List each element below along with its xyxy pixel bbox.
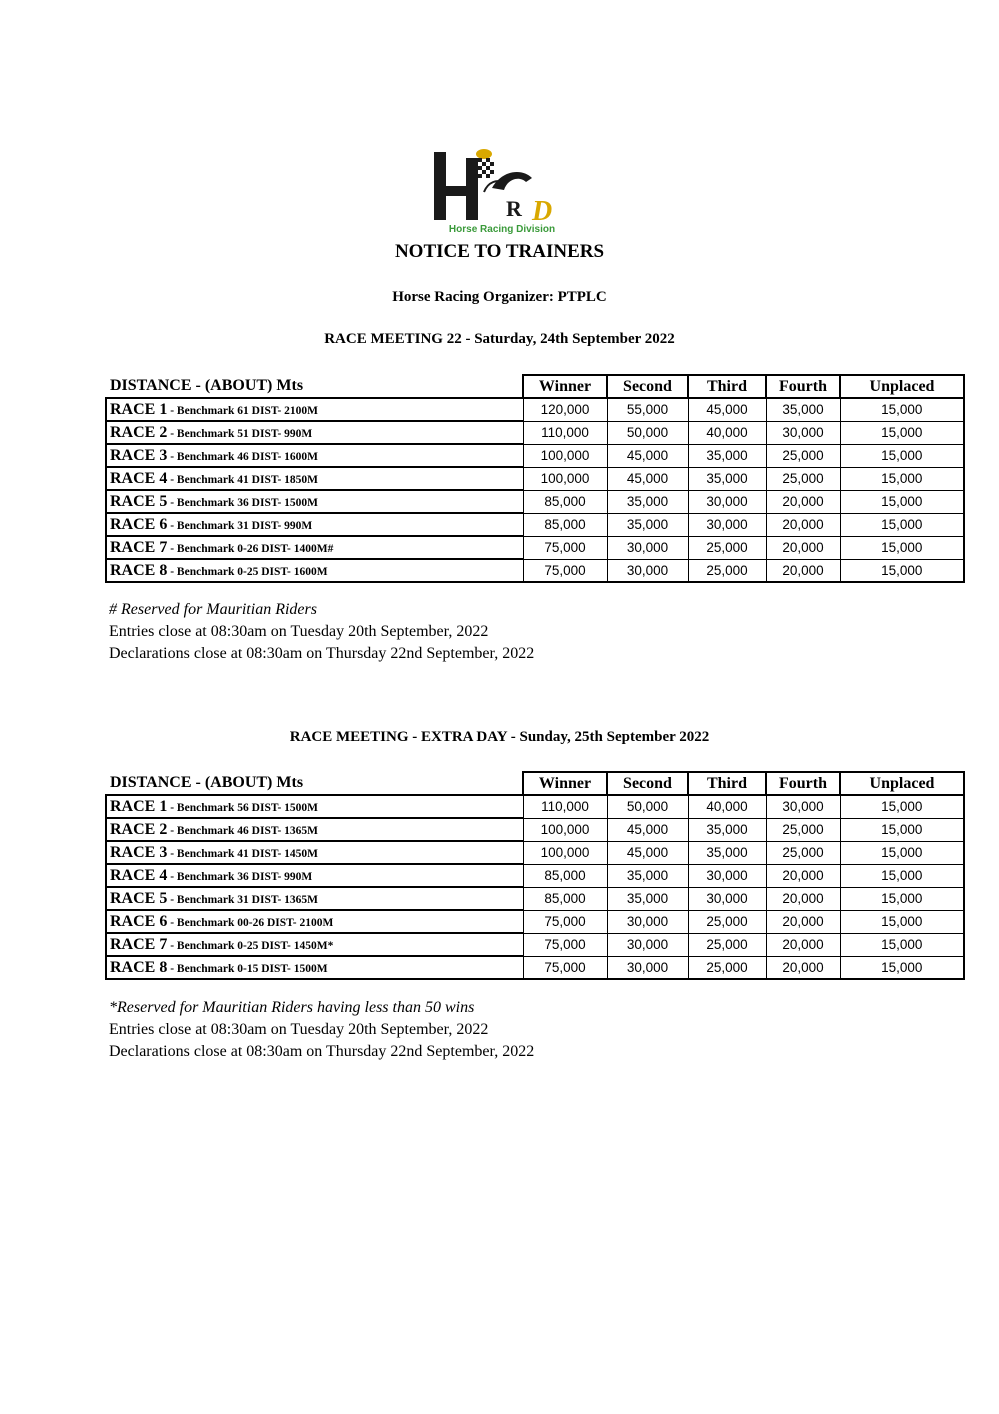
prize-cell: 75,000 — [523, 536, 607, 559]
table-row — [106, 513, 964, 536]
prize-cell: 75,000 — [523, 956, 607, 979]
prize-cell: 110,000 — [523, 795, 607, 818]
race-number: RACE 3 — [110, 446, 168, 464]
prize-cell: 120,000 — [523, 398, 607, 421]
meeting-title: RACE MEETING 22 - Saturday, 24th September 2022 — [324, 331, 675, 347]
race-cell — [106, 421, 523, 444]
table-row — [106, 421, 964, 444]
race-number: RACE 6 — [110, 515, 168, 533]
prize-cell: 15,000 — [840, 421, 964, 444]
prize-cell: 35,000 — [688, 444, 766, 467]
col-fourth: Fourth — [766, 772, 840, 795]
race-detail: - Benchmark 0-25 DIST- 1600M — [167, 565, 328, 578]
prize-cell: 45,000 — [607, 818, 688, 841]
prize-cell: 20,000 — [766, 956, 840, 979]
prize-cell: 30,000 — [607, 559, 688, 582]
meeting-notes — [109, 997, 534, 1063]
race-detail: - Benchmark 0-26 DIST- 1400M# — [167, 542, 334, 555]
prize-cell: 40,000 — [688, 795, 766, 818]
prize-cell: 35,000 — [607, 864, 688, 887]
race-number: RACE 8 — [110, 561, 168, 579]
prize-cell: 35,000 — [607, 490, 688, 513]
prize-cell: 35,000 — [607, 513, 688, 536]
prize-cell: 35,000 — [688, 841, 766, 864]
prize-cell: 20,000 — [766, 490, 840, 513]
prize-cell: 15,000 — [840, 933, 964, 956]
prize-cell: 15,000 — [840, 956, 964, 979]
col-winner: Winner — [523, 375, 607, 398]
table-row — [106, 444, 964, 467]
race-detail: - Benchmark 56 DIST- 1500M — [167, 801, 319, 814]
race-number: RACE 4 — [110, 469, 168, 487]
race-cell — [106, 864, 523, 887]
prize-cell: 15,000 — [840, 513, 964, 536]
prize-cell: 15,000 — [840, 536, 964, 559]
prize-cell: 75,000 — [523, 559, 607, 582]
prize-cell: 30,000 — [688, 887, 766, 910]
prize-cell: 15,000 — [840, 795, 964, 818]
table-row — [106, 795, 964, 818]
logo-caption: Horse Racing Division — [448, 224, 556, 235]
reserved-note: # Reserved for Mauritian Riders — [109, 601, 317, 618]
race-number: RACE 5 — [110, 889, 168, 907]
prize-cell: 20,000 — [766, 864, 840, 887]
race-number: RACE 2 — [110, 820, 168, 838]
prize-cell: 35,000 — [688, 818, 766, 841]
race-cell — [106, 559, 523, 582]
race-detail: - Benchmark 0-25 DIST- 1450M* — [167, 939, 334, 952]
svg-text:R: R — [506, 196, 522, 221]
race-detail: - Benchmark 41 DIST- 1450M — [167, 847, 319, 860]
prize-cell: 85,000 — [523, 490, 607, 513]
col-third: Third — [688, 772, 766, 795]
prize-cell: 25,000 — [766, 444, 840, 467]
prize-cell: 20,000 — [766, 513, 840, 536]
prize-cell: 85,000 — [523, 513, 607, 536]
entries-close: Entries close at 08:30am on Tuesday 20th September, 2022 — [109, 623, 489, 640]
reserved-note: *Reserved for Mauritian Riders having less than 50 wins — [109, 999, 475, 1016]
race-detail: - Benchmark 51 DIST- 990M — [167, 427, 313, 440]
race-number: RACE 6 — [110, 912, 168, 930]
prize-cell: 75,000 — [523, 933, 607, 956]
prize-cell: 100,000 — [523, 444, 607, 467]
race-detail: - Benchmark 0-15 DIST- 1500M — [167, 962, 328, 975]
distance-header: DISTANCE - (ABOUT) Mts — [110, 774, 304, 791]
race-detail: - Benchmark 46 DIST- 1600M — [167, 450, 319, 463]
race-number: RACE 7 — [110, 538, 168, 556]
table-row — [106, 956, 964, 979]
col-second: Second — [607, 375, 688, 398]
prize-cell: 45,000 — [688, 398, 766, 421]
race-detail: - Benchmark 41 DIST- 1850M — [167, 473, 319, 486]
prize-cell: 45,000 — [607, 444, 688, 467]
prize-cell: 35,000 — [688, 467, 766, 490]
race-cell — [106, 795, 523, 818]
prize-cell: 50,000 — [607, 795, 688, 818]
prize-cell: 20,000 — [766, 559, 840, 582]
race-detail: - Benchmark 46 DIST- 1365M — [167, 824, 319, 837]
race-number: RACE 8 — [110, 958, 168, 976]
prize-cell: 25,000 — [766, 467, 840, 490]
prize-cell: 20,000 — [766, 887, 840, 910]
prize-cell: 45,000 — [607, 467, 688, 490]
declarations-close: Declarations close at 08:30am on Thursday 22nd September, 2022 — [109, 1043, 535, 1060]
prize-cell: 30,000 — [766, 795, 840, 818]
table-row — [106, 910, 964, 933]
prize-cell: 15,000 — [840, 490, 964, 513]
prize-cell: 30,000 — [607, 910, 688, 933]
prize-cell: 25,000 — [766, 818, 840, 841]
prize-cell: 15,000 — [840, 910, 964, 933]
col-unplaced: Unplaced — [840, 772, 964, 795]
race-detail: - Benchmark 36 DIST- 990M — [167, 870, 313, 883]
table-row — [106, 559, 964, 582]
prize-cell: 50,000 — [607, 421, 688, 444]
race-cell — [106, 398, 523, 421]
prize-cell: 15,000 — [840, 841, 964, 864]
table-row — [106, 818, 964, 841]
prize-cell: 100,000 — [523, 467, 607, 490]
race-number: RACE 3 — [110, 843, 168, 861]
prize-cell: 15,000 — [840, 398, 964, 421]
race-detail: - Benchmark 61 DIST- 2100M — [167, 404, 319, 417]
horse-logo-icon — [432, 148, 572, 228]
prize-cell: 15,000 — [840, 864, 964, 887]
page-title: NOTICE TO TRAINERS — [394, 241, 605, 262]
race-detail: - Benchmark 36 DIST- 1500M — [167, 496, 319, 509]
race-cell — [106, 956, 523, 979]
prize-cell: 85,000 — [523, 887, 607, 910]
race-detail: - Benchmark 00-26 DIST- 2100M — [167, 916, 334, 929]
race-detail: - Benchmark 31 DIST- 990M — [167, 519, 313, 532]
race-cell — [106, 841, 523, 864]
race-cell — [106, 444, 523, 467]
prize-cell: 30,000 — [766, 421, 840, 444]
race-cell — [106, 818, 523, 841]
prize-cell: 110,000 — [523, 421, 607, 444]
race-cell — [106, 910, 523, 933]
declarations-close: Declarations close at 08:30am on Thursday 22nd September, 2022 — [109, 645, 535, 662]
prize-cell: 20,000 — [766, 536, 840, 559]
prize-cell: 25,000 — [688, 536, 766, 559]
race-cell — [106, 933, 523, 956]
prize-cell: 30,000 — [688, 490, 766, 513]
meeting-title: RACE MEETING - EXTRA DAY - Sunday, 25th September 2022 — [289, 729, 710, 745]
prize-cell: 40,000 — [688, 421, 766, 444]
prize-cell: 30,000 — [688, 864, 766, 887]
race-number: RACE 4 — [110, 866, 168, 884]
prize-table — [105, 374, 965, 583]
prize-cell: 25,000 — [688, 956, 766, 979]
table-row — [106, 933, 964, 956]
prize-cell: 35,000 — [607, 887, 688, 910]
race-cell — [106, 490, 523, 513]
prize-cell: 85,000 — [523, 864, 607, 887]
race-cell — [106, 467, 523, 490]
prize-cell: 55,000 — [607, 398, 688, 421]
col-second: Second — [607, 772, 688, 795]
prize-cell: 100,000 — [523, 841, 607, 864]
distance-header: DISTANCE - (ABOUT) Mts — [110, 377, 304, 394]
prize-cell: 30,000 — [607, 956, 688, 979]
prize-cell: 25,000 — [688, 933, 766, 956]
prize-cell: 15,000 — [840, 887, 964, 910]
prize-cell: 45,000 — [607, 841, 688, 864]
prize-cell: 30,000 — [607, 933, 688, 956]
prize-table — [105, 771, 965, 980]
prize-cell: 15,000 — [840, 467, 964, 490]
race-detail: - Benchmark 31 DIST- 1365M — [167, 893, 319, 906]
prize-cell: 30,000 — [607, 536, 688, 559]
meeting-notes — [109, 599, 534, 665]
prize-cell: 100,000 — [523, 818, 607, 841]
col-unplaced: Unplaced — [840, 375, 964, 398]
table-row — [106, 864, 964, 887]
race-number: RACE 5 — [110, 492, 168, 510]
prize-cell: 15,000 — [840, 559, 964, 582]
prize-cell: 35,000 — [766, 398, 840, 421]
table-row — [106, 398, 964, 421]
prize-cell: 20,000 — [766, 933, 840, 956]
race-number: RACE 7 — [110, 935, 168, 953]
race-number: RACE 2 — [110, 423, 168, 441]
table-row — [106, 887, 964, 910]
prize-cell: 15,000 — [840, 818, 964, 841]
table-row — [106, 536, 964, 559]
svg-text:D: D — [532, 196, 553, 227]
entries-close: Entries close at 08:30am on Tuesday 20th September, 2022 — [109, 1021, 489, 1038]
race-number: RACE 1 — [110, 400, 168, 418]
prize-cell: 75,000 — [523, 910, 607, 933]
table-row — [106, 467, 964, 490]
prize-cell: 15,000 — [840, 444, 964, 467]
table-row — [106, 841, 964, 864]
table-row — [106, 490, 964, 513]
race-cell — [106, 513, 523, 536]
col-fourth: Fourth — [766, 375, 840, 398]
prize-cell: 25,000 — [766, 841, 840, 864]
race-cell — [106, 536, 523, 559]
race-cell — [106, 887, 523, 910]
col-winner: Winner — [523, 772, 607, 795]
prize-cell: 30,000 — [688, 513, 766, 536]
organizer-line: Horse Racing Organizer: PTPLC — [392, 289, 607, 305]
col-third: Third — [688, 375, 766, 398]
prize-cell: 25,000 — [688, 559, 766, 582]
prize-cell: 25,000 — [688, 910, 766, 933]
prize-cell: 20,000 — [766, 910, 840, 933]
race-number: RACE 1 — [110, 797, 168, 815]
